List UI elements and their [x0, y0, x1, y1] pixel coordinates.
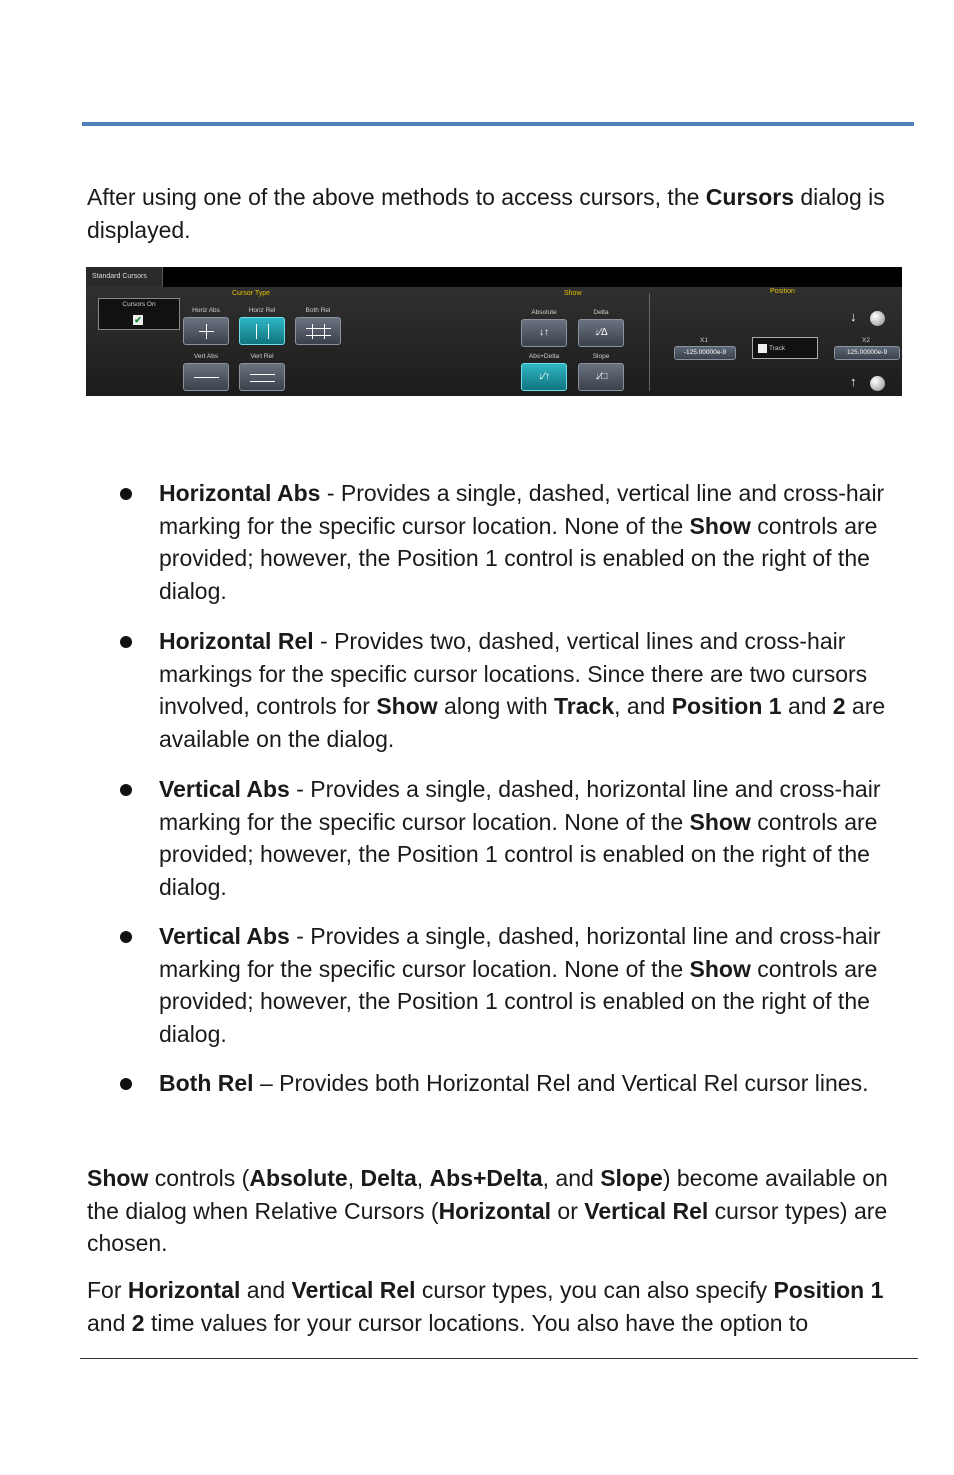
intro-paragraph: [87, 181, 912, 246]
term: Vertical Abs: [159, 776, 290, 802]
horiz-rel-button[interactable]: [239, 317, 285, 345]
bold: 2: [832, 693, 846, 719]
position-knob-top[interactable]: [870, 311, 885, 326]
horizontal-line-icon: [194, 377, 219, 378]
list-item-both-rel: [159, 1067, 914, 1100]
bold: Horizontal: [438, 1197, 552, 1224]
abs-delta-button[interactable]: [521, 363, 567, 391]
bold: Show: [376, 693, 438, 719]
text: cursor types) are chosen.: [87, 1197, 888, 1256]
text: , and: [614, 693, 672, 719]
text: ) become available on the dialog when Relative Cursors (: [87, 1165, 888, 1224]
bullet-dot: [120, 784, 132, 796]
horizontal-line-icon: [250, 374, 275, 375]
cursors-on-label: Cursors On: [122, 301, 156, 308]
text: time values for your cursor locations. You also have the option to: [144, 1309, 809, 1336]
vert-abs-button[interactable]: [183, 363, 229, 391]
track-checkbox[interactable]: [752, 337, 818, 359]
dialog-body: [86, 287, 902, 396]
abs-delta-label: Abs+Delta: [528, 353, 560, 360]
intro-text-end: dialog is displayed.: [87, 184, 885, 243]
text: are available on the dialog.: [159, 693, 886, 752]
bold: Show: [87, 1165, 149, 1191]
bold: Vertical Rel: [291, 1277, 416, 1303]
x2-label: X2: [862, 337, 870, 344]
x1-label: X1: [700, 337, 708, 344]
delta-label: Delta: [593, 309, 609, 316]
bold: Absolute: [249, 1165, 348, 1191]
text: - Provides a single, dashed, vertical line and cross-hair marking for the specific cursor location. None of the: [159, 480, 885, 539]
list-item-horizontal-abs: [159, 477, 914, 607]
bold: Position 1: [671, 693, 782, 719]
text: - Provides a single, dashed, horizontal line and cross-hair marking for the specific cursor location. None of the: [159, 776, 881, 835]
position-paragraph: [87, 1274, 912, 1339]
x1-field[interactable]: -125.00000e-9: [674, 346, 736, 360]
list-item-vertical-abs-2: [159, 920, 914, 1050]
bold: Position 1: [773, 1277, 884, 1303]
text: controls are provided; however, the Position 1 control is enabled on the right of the dialog.: [159, 512, 878, 604]
track-check-square[interactable]: [758, 344, 767, 353]
text: cursor types, you can also specify: [415, 1277, 774, 1303]
show-controls-paragraph: [87, 1162, 912, 1260]
absolute-icon: ↓↑: [539, 327, 549, 338]
bold: Track: [554, 693, 615, 719]
vert-rel-button[interactable]: [239, 363, 285, 391]
text: ,: [416, 1165, 430, 1191]
bullet-dot: [120, 636, 132, 648]
slope-button[interactable]: [578, 363, 624, 391]
horizontal-line-icon: [306, 335, 331, 336]
delta-icon: ↓∕Δ: [594, 327, 608, 338]
text: , and: [542, 1165, 601, 1191]
down-arrow-icon: ↓: [850, 309, 857, 324]
tab-standard-cursors[interactable]: Standard Cursors: [86, 267, 163, 287]
vertical-line-icon: [324, 324, 325, 339]
slope-icon: ↓∕□: [594, 371, 608, 382]
bold: 2: [131, 1309, 145, 1336]
bold: Show: [689, 955, 751, 982]
header-rule: [82, 122, 914, 126]
both-rel-label: Both Rel: [305, 307, 331, 314]
text: - Provides two, dashed, vertical lines and cross-hair markings for the specific cursor locations. Since there are two cursors involved, controls for: [159, 628, 868, 719]
term: Both Rel: [159, 1070, 254, 1096]
bold: Abs+Delta: [429, 1165, 543, 1191]
text: For: [87, 1277, 128, 1303]
text: controls are provided; however, the Position 1 control is enabled on the right of the dialog.: [159, 808, 878, 900]
footer-rule: [80, 1358, 918, 1359]
cursors-dialog: [86, 267, 902, 396]
absolute-label: Absolute: [531, 309, 557, 316]
text: controls (: [148, 1165, 250, 1191]
bold: Horizontal: [127, 1277, 241, 1303]
text: - Provides a single, dashed, horizontal line and cross-hair marking for the specific cursor location. None of the: [159, 923, 881, 982]
show-title: Show: [564, 290, 582, 297]
up-arrow-icon: ↑: [850, 374, 857, 389]
bullet-dot: [120, 488, 132, 500]
bold: Show: [689, 808, 751, 835]
horizontal-line-icon: [306, 328, 331, 329]
cursors-on-control[interactable]: [98, 298, 180, 330]
delta-button[interactable]: [578, 319, 624, 347]
abs-delta-icon: ↓∕↑: [538, 371, 550, 382]
checkbox-check-icon[interactable]: ✔: [134, 315, 142, 325]
horizontal-line-icon: [250, 381, 275, 382]
text: – Provides both Horizontal Rel and Vertical Rel cursor lines.: [253, 1070, 869, 1096]
text: and: [781, 693, 833, 719]
text: and: [87, 1309, 132, 1336]
term: Vertical Abs: [159, 923, 290, 949]
term: Horizontal Rel: [159, 628, 314, 654]
vertical-line-icon: [268, 324, 269, 339]
track-label: Track: [769, 345, 786, 352]
bold: Slope: [600, 1165, 663, 1191]
both-rel-button[interactable]: [295, 317, 341, 345]
bold: Delta: [360, 1165, 417, 1191]
section-divider: [649, 293, 650, 391]
text: ,: [347, 1165, 361, 1191]
cursor-type-title: Cursor Type: [232, 290, 270, 297]
intro-bold: Cursors: [705, 184, 794, 210]
slope-label: Slope: [592, 353, 610, 360]
horiz-rel-label: Horiz Rel: [248, 307, 276, 314]
x2-field[interactable]: 125.00000e-9: [834, 346, 900, 360]
term: Horizontal Abs: [159, 480, 321, 506]
intro-text: After using one of the above methods to access cursors, the: [87, 184, 706, 210]
vert-abs-label: Vert Abs: [193, 353, 219, 360]
list-item-vertical-abs: [159, 773, 914, 903]
horiz-abs-label: Horiz Abs: [192, 307, 220, 314]
bullet-dot: [120, 931, 132, 943]
position-title: Position: [770, 288, 795, 295]
list-item-horizontal-rel: [159, 625, 914, 755]
vertical-line-icon: [256, 324, 257, 339]
vertical-line-icon: [312, 324, 313, 339]
vert-rel-label: Vert Rel: [250, 353, 274, 360]
bullet-dot: [120, 1078, 132, 1090]
text: or: [551, 1197, 585, 1224]
text: and: [240, 1277, 292, 1303]
position-knob-bottom[interactable]: [870, 376, 885, 391]
text: along with: [437, 693, 555, 719]
crosshair-icon: [199, 331, 214, 332]
bold: Vertical Rel: [584, 1197, 709, 1224]
absolute-button[interactable]: [521, 319, 567, 347]
bold: Show: [689, 512, 751, 539]
horiz-abs-button[interactable]: [183, 317, 229, 345]
text: controls are provided; however, the Position 1 control is enabled on the right of the dialog.: [159, 955, 878, 1047]
